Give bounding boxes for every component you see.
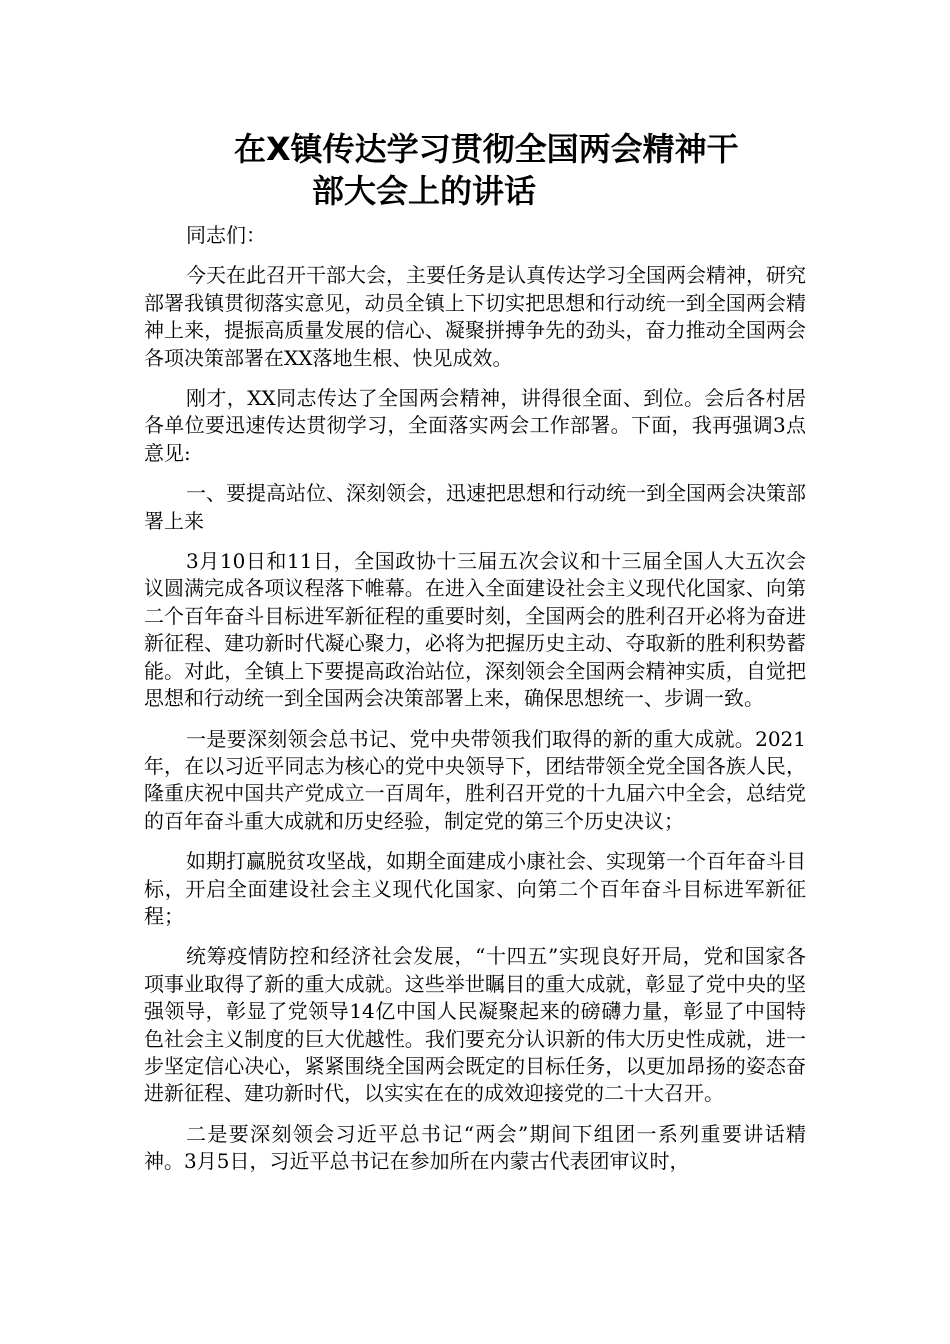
paragraph-transition: 刚才，XX同志传达了全国两会精神，讲得很全面、到位。会后各村居各单位要迅速传达贯彻学习，全面落实两会工作部署。下面，我再强调3点意见: — [144, 386, 806, 465]
paragraph-point-1: 一是要深刻领会总书记、党中央带领我们取得的新的重大成就。2021年，在以习近平同志为核心的党中央领导下，团结带领全党全国各族人民，隆重庆祝中国共产党成立一百周年，胜利召开党的十九届六中全会，总结党的百年奋斗重大成就和历史经验，制定党的第三个历史决议； — [144, 726, 806, 833]
document-body — [144, 222, 806, 1189]
section-heading-1: 一、要提高站位、深刻领会，迅速把思想和行动统一到全国两会决策部署上来 — [144, 481, 806, 533]
document-title — [144, 128, 806, 212]
paragraph-point-2: 二是要深刻领会习近平总书记“两会”期间下组团一系列重要讲话精神。3月5日，习近平总书记在参加所在内蒙古代表团审议时， — [144, 1121, 806, 1174]
title-line-1: 在X镇传达学习贯彻全国两会精神干 — [234, 130, 739, 168]
paragraph-intro: 今天在此召开干部大会，主要任务是认真传达学习全国两会精神，研究部署我镇贯彻落实意见，动员全镇上下切实把思想和行动统一到全国两会精神上来，提振高质量发展的信心、凝聚拼搏争先的劲头，奋力推动全国两会各项决策部署在XX落地生根、快见成效。 — [144, 263, 806, 370]
paragraph-meeting-summary: 3月10日和11日，全国政协十三届五次会议和十三届全国人大五次会议圆满完成各项议程落下帷幕。在进入全面建设社会主义现代化国家、向第二个百年奋斗目标进军新征程的重要时刻，全国两会的胜利召开必将为奋进新征程、建功新时代凝心聚力，必将为把握历史主动、夺取新的胜利积势蓄能。对此，全镇上下要提高政治站位，深刻领会全国两会精神实质，自觉把思想和行动统一到全国两会决策部署上来，确保思想统一、步调一致。 — [144, 549, 806, 711]
salutation: 同志们： — [186, 223, 266, 247]
paragraph-achievements: 统筹疫情防控和经济社会发展，“十四五”实现良好开局，党和国家各项事业取得了新的重大成就。这些举世瞩目的重大成就，彰显了党中央的坚强领导，彰显了党领导14亿中国人民凝聚起来的磅礴力量，彰显了中国特色社会主义制度的巨大优越性。我们要充分认识新的伟大历史性成就，进一步坚定信心决心，紧紧围绕全国两会既定的目标任务，以更加昂扬的姿态奋进新征程、建功新时代，以实实在在的成效迎接党的二十大召开。 — [144, 944, 806, 1106]
title-line-2: 部大会上的讲话 — [312, 172, 537, 210]
paragraph-poverty: 如期打赢脱贫攻坚战，如期全面建成小康社会、实现第一个百年奋斗目标，开启全面建设社会主义现代化国家、向第二个百年奋斗目标进军新征程； — [144, 849, 806, 928]
